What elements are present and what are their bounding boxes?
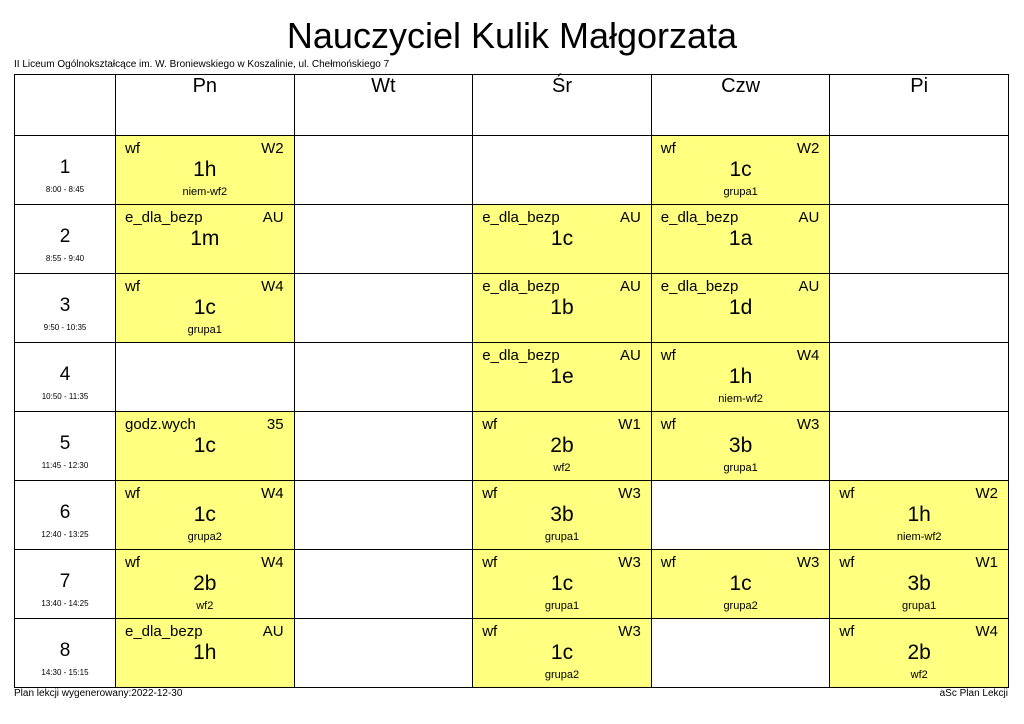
- lesson-class: 2b: [550, 434, 574, 457]
- lesson-room: W4: [261, 278, 284, 295]
- period-cell: [15, 619, 116, 688]
- lesson-room: W3: [796, 554, 820, 571]
- lesson-class: 1h: [193, 158, 217, 181]
- lesson-class: 1m: [190, 227, 220, 250]
- lesson-room: W4: [261, 554, 284, 571]
- lesson-class: 1c: [729, 158, 752, 181]
- lesson-group: wf2: [196, 600, 214, 612]
- lesson-group: niem-wf2: [182, 186, 228, 198]
- period-row: [15, 619, 1009, 688]
- period-row: [15, 205, 1009, 274]
- period-cell: [15, 412, 116, 481]
- empty-cell: [294, 343, 473, 412]
- lesson-subject: e_dla_bezp: [482, 347, 560, 364]
- lesson-cell: [116, 274, 295, 343]
- lesson-cell: [473, 274, 652, 343]
- lesson-room: 35: [266, 416, 284, 433]
- empty-cell: [830, 412, 1009, 481]
- lesson-group: niem-wf2: [718, 393, 763, 405]
- lesson-subject: godz.wych: [125, 416, 196, 433]
- corner-cell: [15, 75, 116, 136]
- lesson-class: 1c: [193, 503, 216, 526]
- lesson-group: wf2: [553, 462, 571, 474]
- period-number: 2: [59, 226, 71, 247]
- period-time: 13:40 - 14:25: [41, 599, 89, 608]
- lesson-subject: wf: [125, 485, 140, 502]
- lesson-subject: wf: [839, 485, 855, 502]
- day-header: Wt: [294, 75, 473, 136]
- lesson-class: 1a: [728, 227, 753, 250]
- lesson-group: grupa1: [187, 324, 222, 336]
- lesson-subject: e_dla_bezp: [660, 278, 739, 295]
- lesson-cell: [830, 619, 1009, 688]
- lesson-subject: wf: [660, 140, 676, 157]
- period-row: [15, 343, 1009, 412]
- lesson-cell: [116, 481, 295, 550]
- lesson-class: 1b: [550, 296, 574, 319]
- lesson-subject: wf: [125, 140, 140, 157]
- lesson-cell: [473, 205, 652, 274]
- lesson-room: AU: [798, 278, 820, 295]
- period-row: [15, 481, 1009, 550]
- period-cell: [15, 550, 116, 619]
- lesson-class: 1h: [728, 365, 753, 388]
- lesson-room: W3: [618, 554, 641, 571]
- lesson-subject: e_dla_bezp: [660, 209, 739, 226]
- lesson-cell: [473, 412, 652, 481]
- lesson-room: W3: [618, 623, 641, 640]
- lesson-room: W4: [796, 347, 820, 364]
- lesson-class: 1h: [907, 503, 931, 526]
- lesson-cell: [651, 550, 830, 619]
- lesson-subject: e_dla_bezp: [482, 278, 560, 295]
- lesson-subject: wf: [660, 347, 676, 364]
- lesson-subject: wf: [482, 416, 498, 433]
- empty-cell: [651, 619, 830, 688]
- lesson-cell: [116, 412, 295, 481]
- period-time: 8:00 - 8:45: [45, 185, 85, 194]
- lesson-cell: [830, 481, 1009, 550]
- lesson-subject: wf: [839, 554, 855, 571]
- lesson-class: 3b: [550, 503, 574, 526]
- lesson-class: 1h: [193, 641, 217, 664]
- lesson-group: grupa2: [723, 600, 758, 612]
- lesson-subject: wf: [125, 554, 140, 571]
- period-row: [15, 274, 1009, 343]
- period-row: [15, 550, 1009, 619]
- lesson-cell: [116, 136, 295, 205]
- lesson-class: 1c: [550, 572, 574, 595]
- lesson-class: 1c: [729, 572, 752, 595]
- empty-cell: [294, 205, 473, 274]
- period-cell: [15, 274, 116, 343]
- lesson-class: 1c: [550, 227, 574, 250]
- period-time: 9:50 - 10:35: [43, 323, 87, 332]
- lesson-group: grupa1: [544, 531, 580, 543]
- lesson-class: 1c: [193, 296, 216, 319]
- lesson-group: wf2: [910, 669, 928, 681]
- lesson-subject: wf: [125, 278, 140, 295]
- lesson-class: 3b: [728, 434, 753, 457]
- lesson-cell: [651, 343, 830, 412]
- lesson-room: W2: [975, 485, 998, 502]
- period-cell: [15, 136, 116, 205]
- lesson-room: W1: [975, 554, 998, 571]
- empty-cell: [116, 343, 295, 412]
- lesson-class: 1c: [193, 434, 216, 457]
- lesson-subject: wf: [482, 623, 498, 640]
- lesson-subject: e_dla_bezp: [125, 209, 203, 226]
- period-cell: [15, 481, 116, 550]
- empty-cell: [294, 550, 473, 619]
- lesson-class: 1d: [728, 296, 753, 319]
- lesson-room: AU: [798, 209, 820, 226]
- lesson-cell: [473, 481, 652, 550]
- period-time: 11:45 - 12:30: [41, 461, 89, 470]
- lesson-room: AU: [619, 209, 641, 226]
- lesson-group: grupa1: [902, 600, 937, 612]
- lesson-class: 2b: [907, 641, 931, 664]
- period-row: [15, 136, 1009, 205]
- lesson-cell: [651, 136, 830, 205]
- period-cell: [15, 343, 116, 412]
- timetable: [14, 74, 1009, 688]
- lesson-class: 1e: [550, 365, 574, 388]
- lesson-class: 1c: [550, 641, 574, 664]
- period-number: 6: [59, 502, 71, 523]
- empty-cell: [830, 274, 1009, 343]
- period-cell: [15, 205, 116, 274]
- lesson-cell: [651, 412, 830, 481]
- lesson-subject: e_dla_bezp: [482, 209, 560, 226]
- lesson-subject: wf: [482, 485, 498, 502]
- period-time: 10:50 - 11:35: [41, 392, 89, 401]
- empty-cell: [830, 205, 1009, 274]
- lesson-cell: [651, 205, 830, 274]
- lesson-subject: e_dla_bezp: [125, 623, 203, 640]
- empty-cell: [830, 136, 1009, 205]
- period-number: 3: [59, 295, 71, 316]
- empty-cell: [294, 136, 473, 205]
- period-number: 7: [59, 571, 71, 592]
- lesson-room: AU: [619, 278, 641, 295]
- lesson-cell: [116, 550, 295, 619]
- lesson-cell: [830, 550, 1009, 619]
- page-title: Nauczyciel Kulik Małgorzata: [286, 15, 738, 56]
- lesson-cell: [116, 619, 295, 688]
- lesson-subject: wf: [482, 554, 498, 571]
- lesson-cell: [651, 274, 830, 343]
- timetable-body: [15, 75, 1009, 688]
- lesson-room: W3: [796, 416, 820, 433]
- lesson-class: 2b: [193, 572, 217, 595]
- lesson-room: AU: [262, 209, 284, 226]
- period-time: 12:40 - 13:25: [41, 530, 89, 539]
- day-header: Pn: [116, 75, 295, 136]
- period-row: [15, 412, 1009, 481]
- lesson-subject: wf: [660, 554, 676, 571]
- period-number: 8: [59, 640, 71, 661]
- day-header: Pi: [830, 75, 1009, 136]
- lesson-cell: [116, 205, 295, 274]
- generated-note: Plan lekcji wygenerowany:2022-12-30: [14, 688, 183, 699]
- empty-cell: [294, 481, 473, 550]
- empty-cell: [294, 412, 473, 481]
- period-number: 4: [59, 364, 71, 385]
- lesson-room: W4: [975, 623, 998, 640]
- app-credit: aSc Plan Lekcji: [939, 688, 1008, 699]
- period-time: 14:30 - 15:15: [41, 668, 89, 677]
- lesson-group: niem-wf2: [896, 531, 942, 543]
- lesson-room: AU: [619, 347, 641, 364]
- lesson-cell: [473, 343, 652, 412]
- period-number: 5: [59, 433, 71, 454]
- empty-cell: [294, 619, 473, 688]
- empty-cell: [651, 481, 830, 550]
- period-time: 8:55 - 9:40: [45, 254, 85, 263]
- lesson-subject: wf: [839, 623, 855, 640]
- day-header: Śr: [473, 75, 652, 136]
- lesson-class: 3b: [907, 572, 931, 595]
- lesson-group: grupa2: [187, 531, 222, 543]
- lesson-group: grupa1: [723, 186, 758, 198]
- empty-cell: [830, 343, 1009, 412]
- lesson-cell: [473, 550, 652, 619]
- lesson-room: W1: [618, 416, 641, 433]
- lesson-room: W4: [261, 485, 284, 502]
- lesson-cell: [473, 619, 652, 688]
- day-header: Czw: [651, 75, 830, 136]
- period-number: 1: [59, 157, 71, 178]
- empty-cell: [294, 274, 473, 343]
- lesson-room: W2: [796, 140, 820, 157]
- lesson-group: grupa1: [544, 600, 580, 612]
- school-name: II Liceum Ogólnokształcące im. W. Broniewskiego w Koszalinie, ul. Chełmońskiego 7: [14, 59, 390, 70]
- empty-cell: [473, 136, 652, 205]
- day-header-row: [15, 75, 1009, 136]
- lesson-room: W3: [618, 485, 641, 502]
- lesson-group: grupa2: [544, 669, 580, 681]
- lesson-room: W2: [261, 140, 284, 157]
- lesson-room: AU: [262, 623, 284, 640]
- lesson-subject: wf: [660, 416, 676, 433]
- lesson-group: grupa1: [723, 462, 758, 474]
